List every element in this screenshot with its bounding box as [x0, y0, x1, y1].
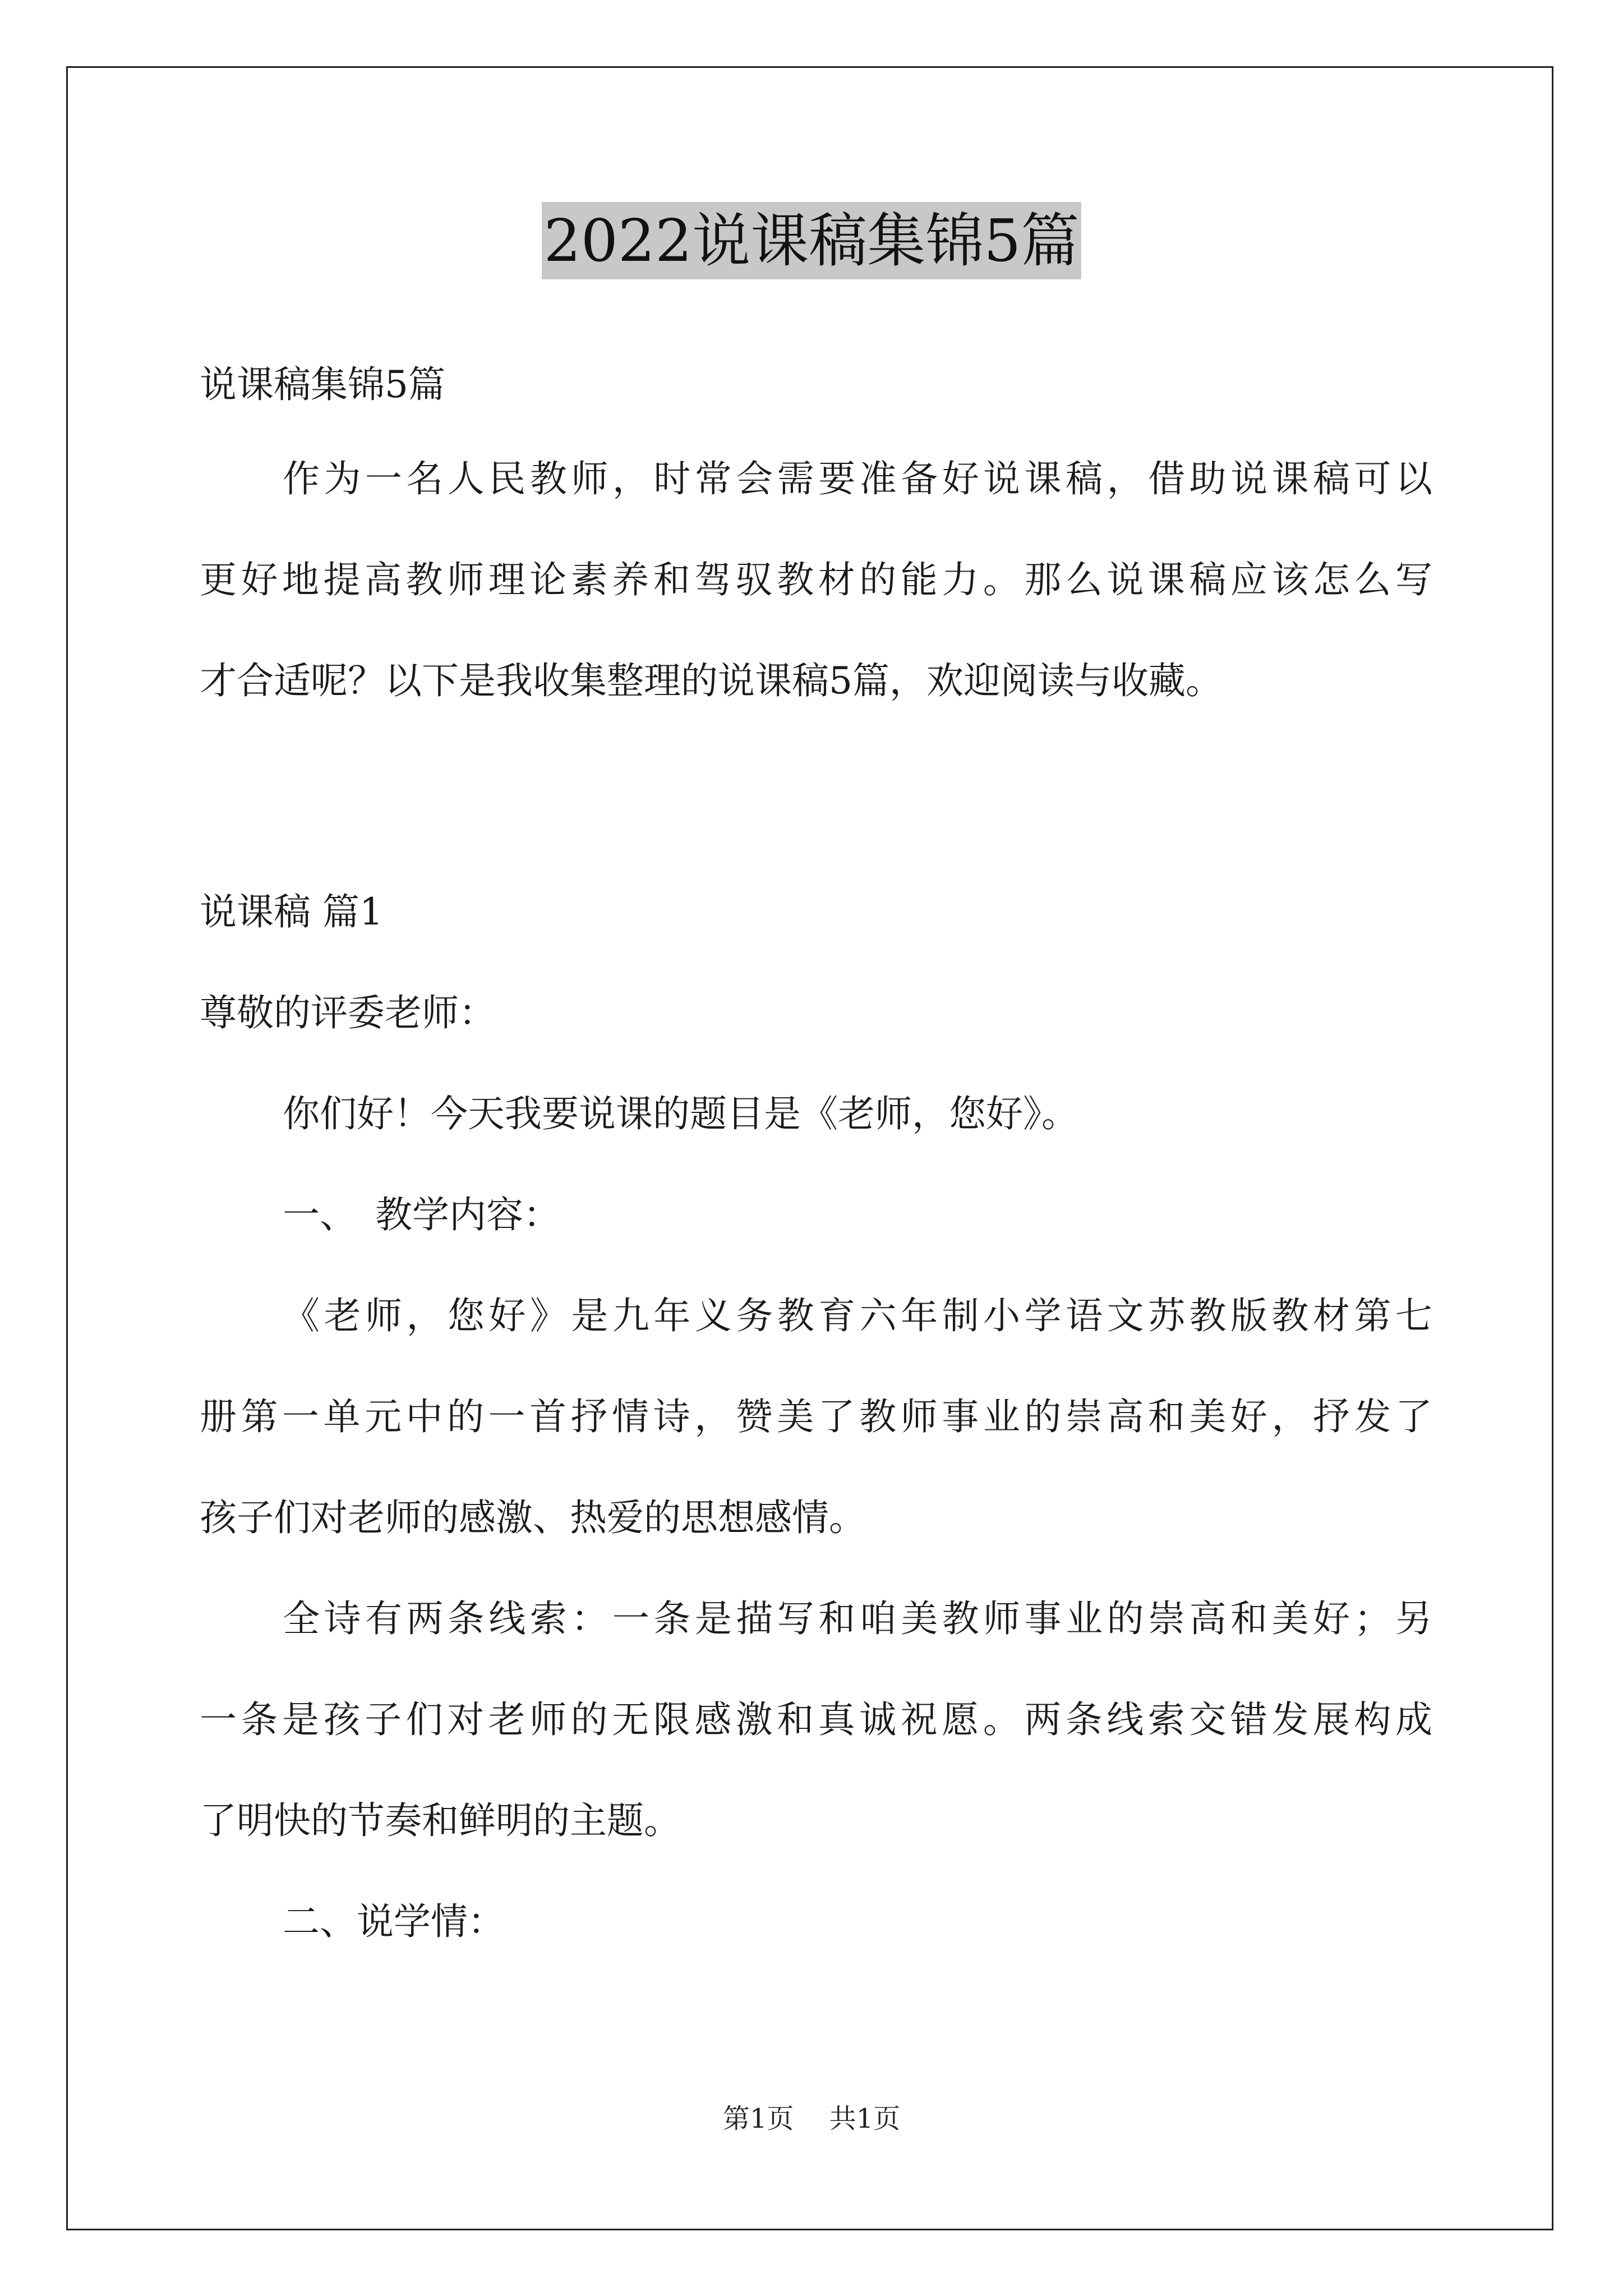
salutation: 尊敬的评委老师：	[200, 991, 496, 1034]
intro-line-2: 更好地提高教师理论素养和驾驭教材的能力。那么说课稿应该怎么写	[200, 558, 1432, 601]
intro-line-3: 才合适呢？以下是我收集整理的说课稿5篇，欢迎阅读与收藏。	[200, 659, 1223, 702]
paragraph-2-line-3: 了明快的节奏和鲜明的主题。	[200, 1799, 681, 1842]
heading-student-situation: 二、说学情：	[283, 1900, 505, 1943]
heading-teaching-content: 一、 教学内容：	[283, 1193, 560, 1236]
paragraph-2-line-1: 全诗有两条线索：一条是描写和咱美教师事业的崇高和美好；另	[283, 1597, 1432, 1640]
paragraph-1-line-1: 《老师，您好》是九年义务教育六年制小学语文苏教版教材第七	[283, 1294, 1432, 1337]
greeting: 你们好！今天我要说课的题目是《老师，您好》。	[283, 1092, 1078, 1135]
paragraph-1-line-2: 册第一单元中的一首抒情诗，赞美了教师事业的崇高和美好，抒发了	[200, 1395, 1432, 1438]
page-number-total: 共1页	[829, 2103, 901, 2134]
page-footer	[0, 2097, 1623, 2136]
intro-line-1: 作为一名人民教师，时常会需要准备好说课稿，借助说课稿可以	[283, 457, 1432, 500]
title-container	[0, 202, 1623, 279]
page-number-current: 第1页	[722, 2103, 794, 2134]
document-title: 2022说课稿集锦5篇	[542, 202, 1082, 279]
document-subtitle: 说课稿集锦5篇	[200, 363, 445, 406]
paragraph-1-line-3: 孩子们对老师的感激、热爱的思想感情。	[200, 1496, 866, 1539]
section-heading: 说课稿 篇1	[200, 890, 383, 933]
paragraph-2-line-2: 一条是孩子们对老师的无限感激和真诚祝愿。两条线索交错发展构成	[200, 1698, 1432, 1741]
